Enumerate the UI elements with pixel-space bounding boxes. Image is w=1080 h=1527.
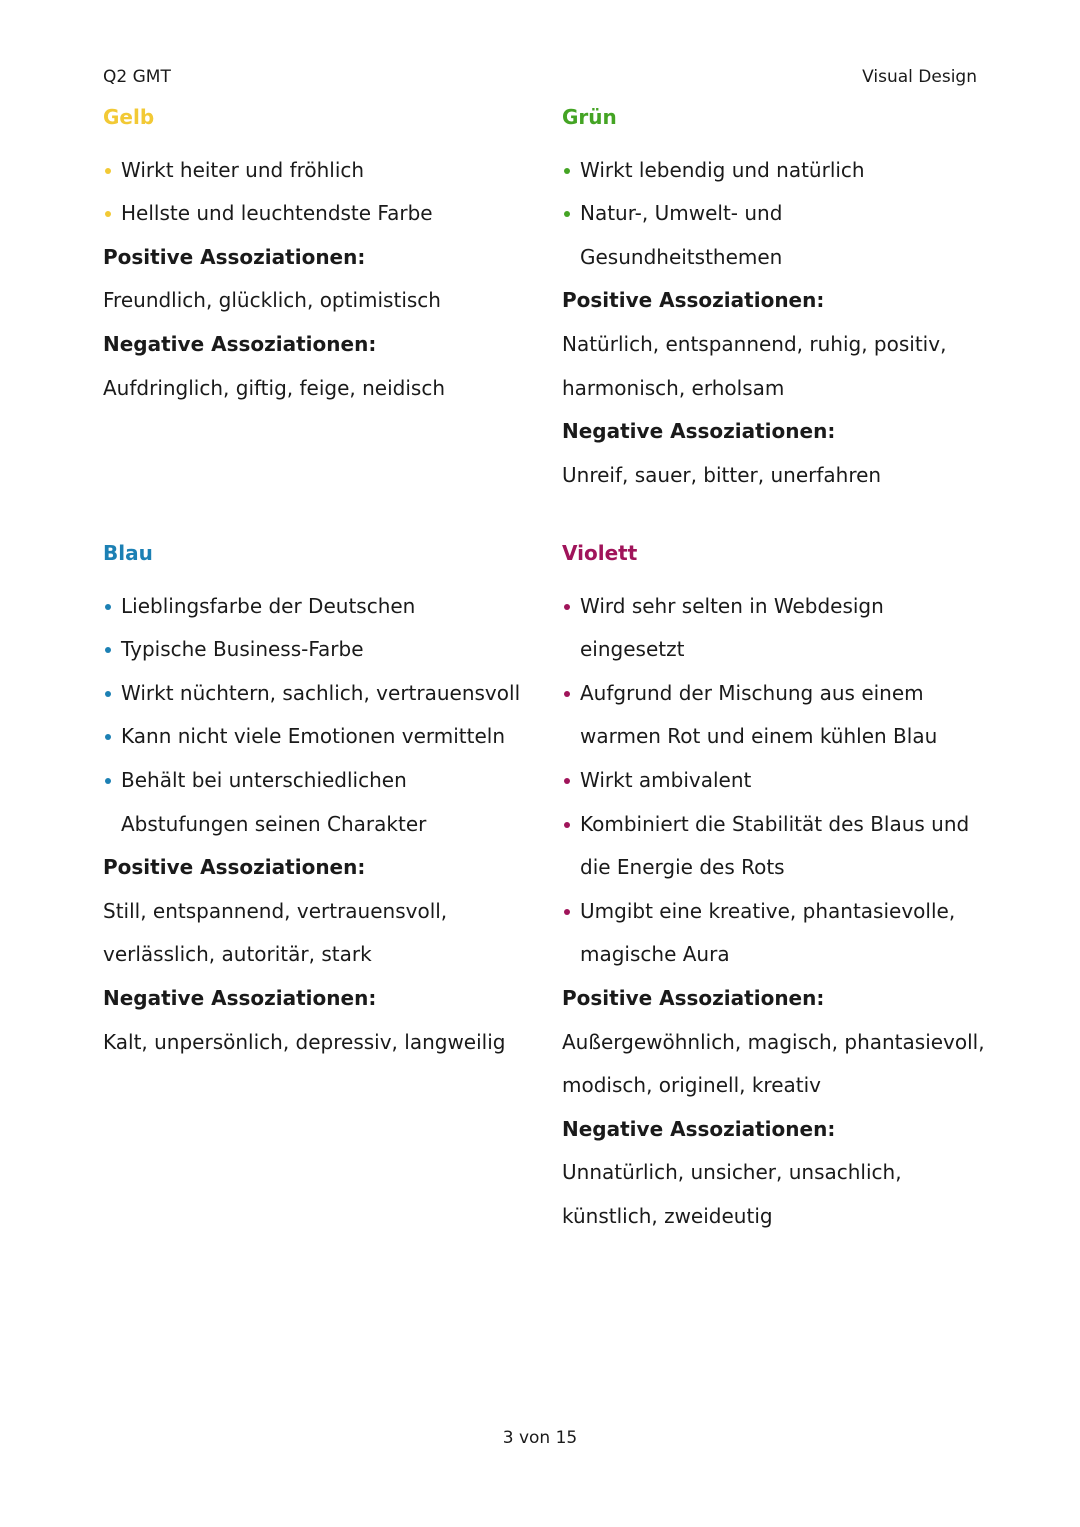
negative-text: Unnatürlich, unsicher, unsachlich, [562,1160,902,1185]
section-blau [103,541,533,1064]
document-header-right: Visual Design [862,67,977,87]
list-item-continuation: eingesetzt [580,637,685,662]
list-item [562,149,992,193]
list-item-text: Umgibt eine kreative, phantasievolle, [580,898,956,923]
page-number: 3 von 15 [502,1428,578,1448]
bullet-icon [564,822,570,828]
bullet-icon [105,734,111,740]
list-item [562,192,992,236]
negative-text: Kalt, unpersönlich, depressiv, langweilig [103,1029,506,1054]
list-item [103,192,533,236]
list-item-continuation: die Energie des Rots [580,855,785,880]
positive-text: Still, entspannend, vertrauensvoll, [103,898,448,923]
list-item [103,672,533,716]
list-item [103,715,533,759]
section-gruen [562,105,992,497]
negative-text: Aufdringlich, giftig, feige, neidisch [103,375,445,400]
list-item [562,585,992,629]
list-item-text: Wirkt nüchtern, sachlich, vertrauensvoll [121,680,521,705]
negative-label: Negative Assoziationen: [103,331,377,356]
bullet-icon [105,168,111,174]
bullet-icon [564,211,570,217]
bullet-icon [105,778,111,784]
bullet-icon [105,604,111,610]
negative-text: künstlich, zweideutig [562,1203,773,1228]
section-title-blau: Blau [103,541,153,565]
list-item-continuation: warmen Rot und einem kühlen Blau [580,724,938,749]
section-title-violett: Violett [562,541,638,565]
bullet-icon [564,778,570,784]
section-title-gruen: Grün [562,105,617,129]
negative-label: Negative Assoziationen: [103,985,377,1010]
bullet-icon [564,168,570,174]
list-item-text: Aufgrund der Mischung aus einem [580,680,924,705]
bullet-icon [564,691,570,697]
list-item-text: Wirkt lebendig und natürlich [580,157,865,182]
positive-text: verlässlich, autoritär, stark [103,942,372,967]
list-item [562,890,992,934]
bullet-icon [105,647,111,653]
negative-text: Unreif, sauer, bitter, unerfahren [562,462,882,487]
list-item [562,803,992,847]
list-item-text: Wirkt ambivalent [580,767,752,792]
section-violett [562,541,992,1239]
list-item-text: Lieblingsfarbe der Deutschen [121,593,416,618]
list-item [103,585,533,629]
positive-label: Positive Assoziationen: [562,288,825,313]
positive-label: Positive Assoziationen: [562,985,825,1010]
positive-label: Positive Assoziationen: [103,855,366,880]
bullet-icon [105,691,111,697]
bullet-icon [564,604,570,610]
list-item-text: Typische Business-Farbe [121,637,364,662]
list-item [103,149,533,193]
list-item [562,759,992,803]
list-item [562,672,992,716]
positive-text: modisch, originell, kreativ [562,1073,822,1098]
negative-label: Negative Assoziationen: [562,419,836,444]
list-item-continuation: Gesundheitsthemen [580,244,783,269]
section-title-gelb: Gelb [103,105,155,129]
document-header-left: Q2 GMT [103,67,171,87]
list-item [103,628,533,672]
list-item-continuation: Abstufungen seinen Charakter [121,811,427,836]
list-item [103,759,533,803]
bullet-icon [564,909,570,915]
list-item-continuation: magische Aura [580,942,730,967]
positive-text: Außergewöhnlich, magisch, phantasievoll, [562,1029,985,1054]
negative-label: Negative Assoziationen: [562,1116,836,1141]
list-item-text: Wirkt heiter und fröhlich [121,157,365,182]
bullet-icon [105,211,111,217]
positive-text: Freundlich, glücklich, optimistisch [103,288,441,313]
positive-label: Positive Assoziationen: [103,244,366,269]
list-item-text: Hellste und leuchtendste Farbe [121,201,433,226]
positive-text: Natürlich, entspannend, ruhig, positiv, [562,331,947,356]
list-item-text: Kann nicht viele Emotionen vermitteln [121,724,506,749]
positive-text: harmonisch, erholsam [562,375,785,400]
list-item-text: Natur-, Umwelt- und [580,201,783,226]
list-item-text: Behält bei unterschiedlichen [121,767,407,792]
section-gelb [103,105,533,410]
list-item-text: Kombiniert die Stabilität des Blaus und [580,811,970,836]
list-item-text: Wird sehr selten in Webdesign [580,593,884,618]
